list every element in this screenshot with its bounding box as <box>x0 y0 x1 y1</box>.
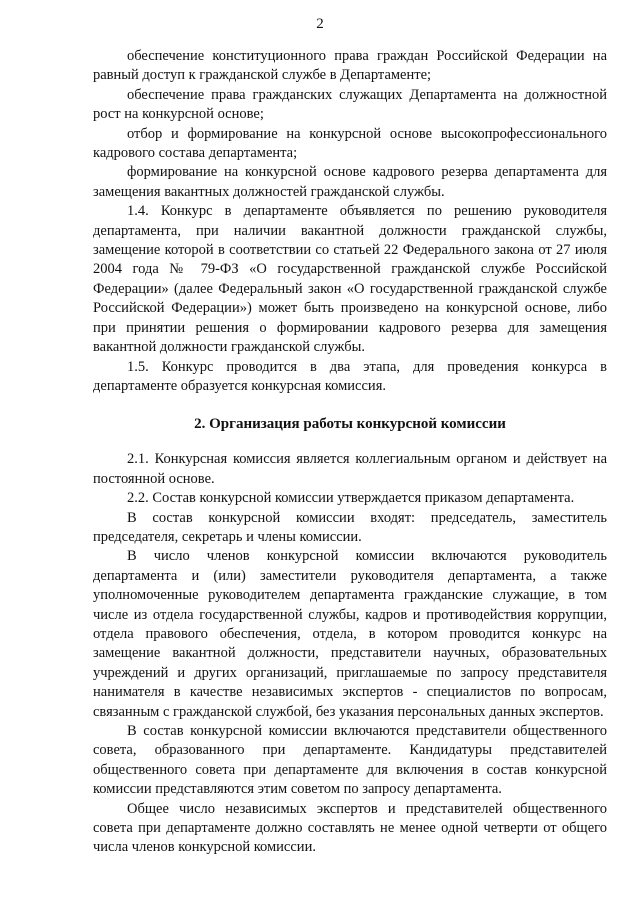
paragraph: отбор и формирование на конкурсной основе высокопрофессионального кадрового состава департамента; <box>93 125 607 162</box>
document-body <box>93 47 607 858</box>
paragraph: обеспечение конституционного права граждан Российской Федерации на равный доступ к гражданской службе в Департаменте; <box>93 48 607 84</box>
paragraph-clause-1-4: 1.4. Конкурс в департаменте объявляется по решению руководителя департамента, при наличии вакантной должности гражданской службы, замещение которой в соответствии со статьей 22 Федерального закона от 27 июля 2004 года № 79-ФЗ «О государственной гражданской службе Российской Федерации» (далее Федеральный закон «О государственной гражданской службе Российской Федерации») может быть произведено на конкурсной основе, либо при принятии решения о формировании кадрового резерва для замещения вакантной должности гражданской службы. <box>93 203 607 356</box>
paragraph-clause-2-2: 2.2. Состав конкурсной комиссии утверждается приказом департамента. <box>127 490 575 507</box>
paragraph: В состав конкурсной комиссии входят: председатель, заместитель председателя, секретарь и члены комиссии. <box>93 509 607 545</box>
paragraph-clause-1-5: 1.5. Конкурс проводится в два этапа, для проведения конкурса в департаменте образуется конкурсная комиссия. <box>93 358 607 394</box>
paragraph: В состав конкурсной комиссии включаются представители общественного совета, образованного при департаменте. Кандидатуры представителей общественного совета при департаменте для включения в состав конкурсной комиссии представляются этим советом по запросу департамента. <box>93 723 607 798</box>
paragraph: обеспечение права гражданских служащих Департамента на должностной рост на конкурсной основе; <box>93 86 607 123</box>
page-number: 2 <box>316 16 324 32</box>
paragraph-clause-2-1: 2.1. Конкурсная комиссия является коллегиальным органом и действует на постоянной основе. <box>93 451 607 487</box>
section-heading: 2. Организация работы конкурсной комиссии <box>194 416 506 433</box>
paragraph: формирование на конкурсной основе кадрового резерва департамента для замещения вакантных должностей гражданской службы. <box>93 164 607 200</box>
paragraph: В число членов конкурсной комиссии включаются руководитель департамента и (или) заместители руководителя департамента, а также уполномоченные руководителем департамента гражданские служащие, в том числе из отдела государственной службы, кадров и противодействия коррупции, отдела правового обеспечения, отдела, в котором проводится конкурс на замещение вакантной должности, представители научных, образовательных учреждений и других организаций, приглашаемые по запросу представителя нанимателя в качестве независимых экспертов - специалистов по вопросам, связанным с гражданской службой, без указания персональных данных экспертов. <box>93 548 607 720</box>
paragraph: Общее число независимых экспертов и представителей общественного совета при департаменте должно составлять не менее одной четверти от общего числа членов конкурсной комиссии. <box>93 800 607 856</box>
